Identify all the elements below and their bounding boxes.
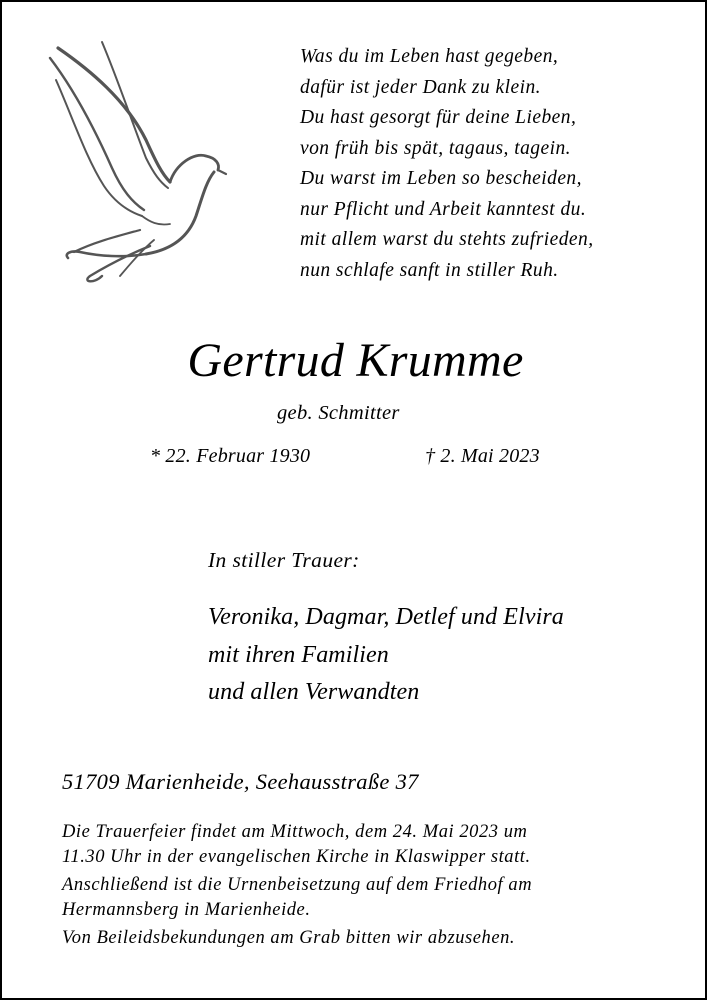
note-line: Hermannsberg in Marienheide. (62, 899, 311, 920)
burial-info (62, 873, 532, 922)
poem-line: mit allem warst du stehts zufrieden, (300, 229, 594, 250)
birth-date: * 22. Februar 1930 (150, 445, 311, 467)
death-date: † 2. Mai 2023 (425, 445, 540, 467)
mourner-line: Veronika, Dagmar, Detlef und Elvira (208, 604, 564, 630)
mourner-line: mit ihren Familien (208, 641, 389, 668)
memorial-poem (300, 42, 594, 286)
poem-line: nun schlafe sanft in stiller Ruh. (300, 259, 559, 281)
condolence-request (62, 926, 532, 951)
mourners-list (208, 599, 564, 712)
born-name: geb. Schmitter (277, 402, 400, 424)
note-line: Von Beileidsbekundungen am Grab bitten wir abzusehen. (62, 928, 516, 948)
mourning-label: In stiller Trauer: (208, 548, 360, 572)
note-line: 11.30 Uhr in der evangelischen Kirche in Klaswipper statt. (62, 846, 531, 867)
family-address: 51709 Marienheide, Seehausstraße 37 (62, 769, 419, 794)
dove-icon (46, 40, 228, 284)
poem-line: nur Pflicht und Arbeit kanntest du. (300, 198, 587, 220)
poem-line: Was du im Leben hast gegeben, (300, 46, 559, 67)
mourner-line: und allen Verwandten (208, 679, 420, 705)
poem-line: dafür ist jeder Dank zu klein. (300, 76, 541, 98)
funeral-notes (62, 820, 532, 955)
service-info (62, 820, 532, 869)
note-line: Anschließend ist die Urnenbeisetzung auf dem Friedhof am (62, 875, 533, 895)
note-line: Die Trauerfeier findet am Mittwoch, dem 24. Mai 2023 um (62, 822, 528, 842)
deceased-name: Gertrud Krumme (187, 334, 524, 387)
poem-line: von früh bis spät, tagaus, tagein. (300, 137, 571, 159)
poem-line: Du hast gesorgt für deine Lieben, (300, 107, 577, 128)
poem-line: Du warst im Leben so bescheiden, (300, 168, 582, 189)
